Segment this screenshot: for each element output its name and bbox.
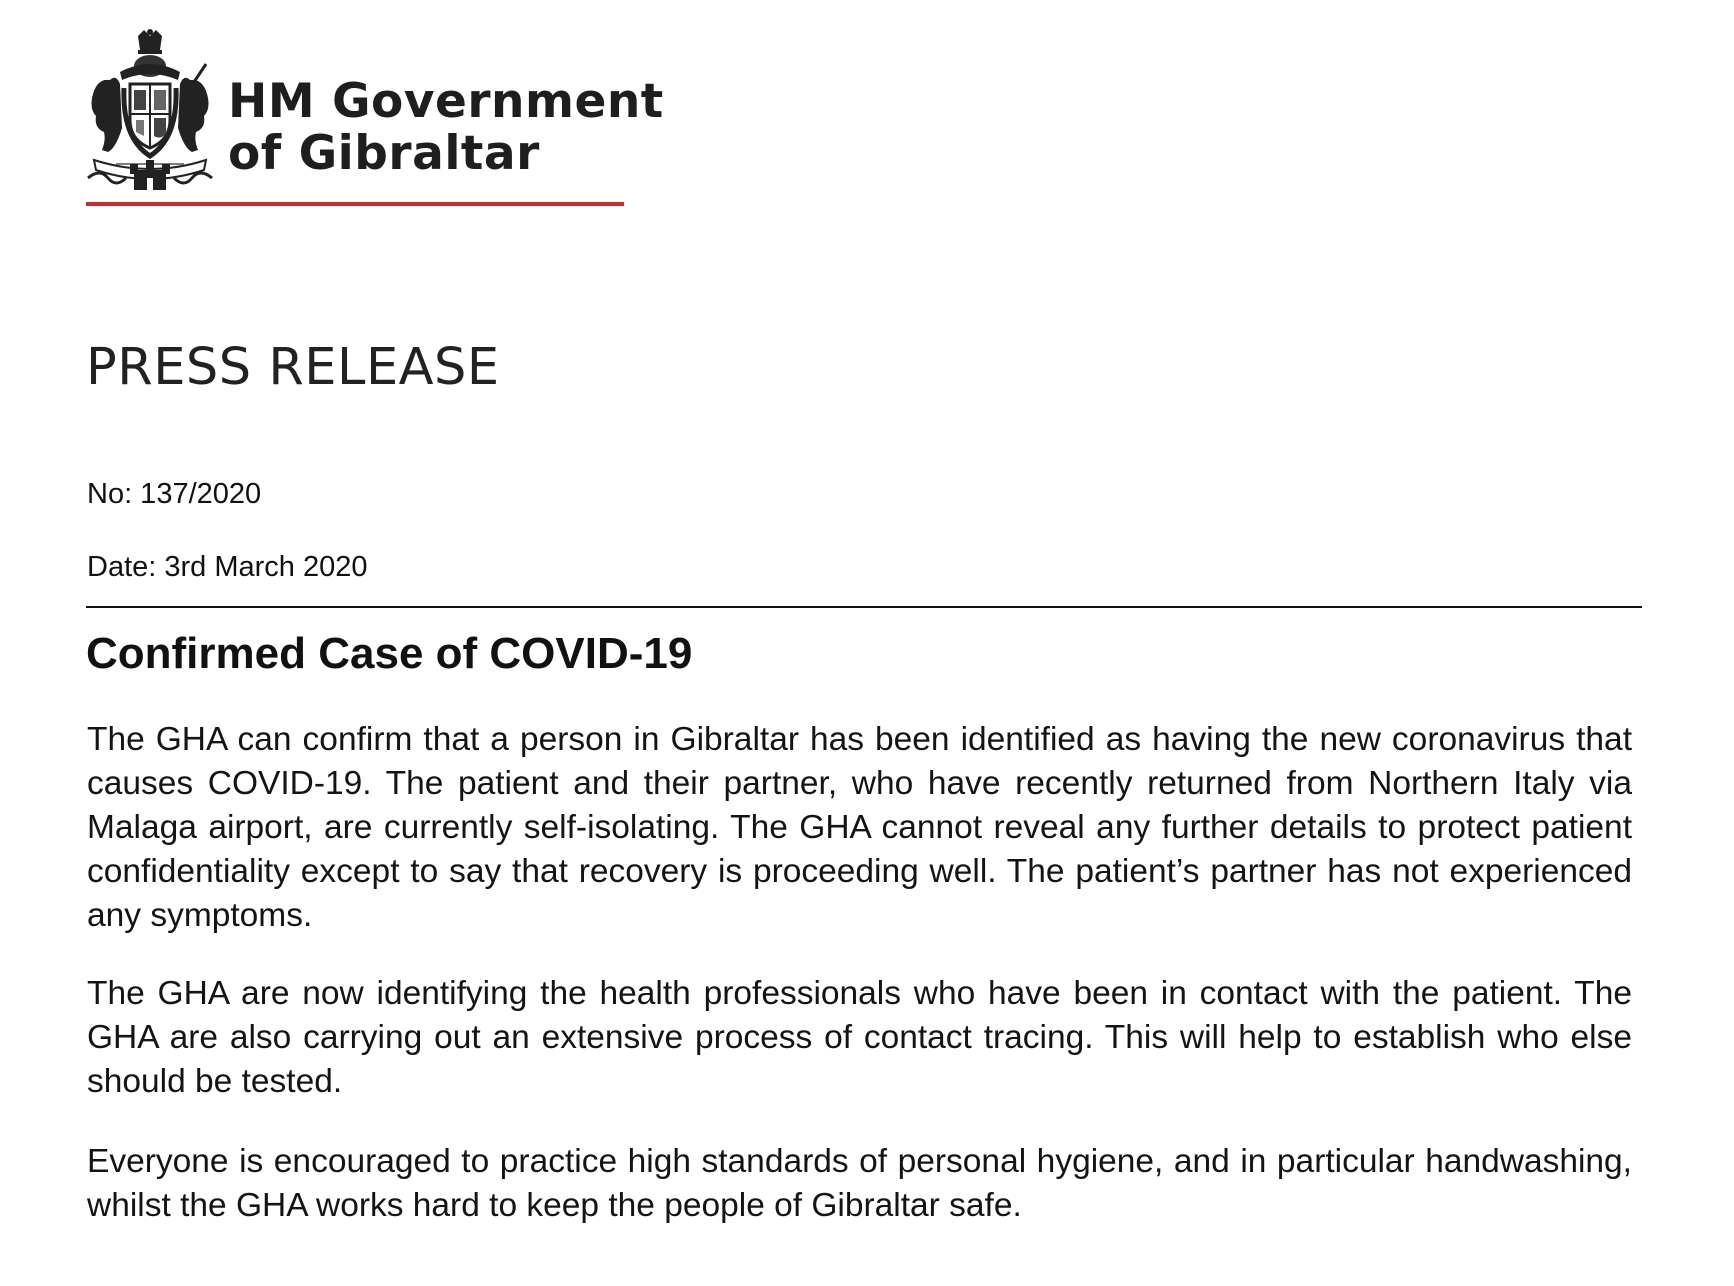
body-paragraph-1-block [87,718,1632,938]
document-type-label: PRESS RELEASE [86,338,500,397]
body-paragraph: The GHA can confirm that a person in Gibraltar has been identified as having the new coronavirus that causes COVID-19. The patient and their partner, who have recently returned from Northern Italy via Malaga airport, are currently self-isolating. The GHA cannot reveal any further details to protect patient confidentiality except to say that recovery is proceeding well. The patient’s partner has not experienced any symptoms. [87,721,1632,934]
organization-name-line2: of Gibraltar [228,126,540,181]
body-paragraph-2-block [87,972,1632,1104]
release-date: Date: 3rd March 2020 [87,551,368,583]
coat-of-arms-icon [86,28,214,196]
header-red-rule [86,202,624,206]
body-paragraph-3-block [87,1140,1632,1228]
government-logo [86,28,664,208]
release-title: Confirmed Case of COVID-19 [86,629,693,678]
divider [86,606,1642,608]
organization-name [228,76,664,180]
organization-name-line1: HM Government [228,74,664,129]
body-paragraph: Everyone is encouraged to practice high standards of personal hygiene, and in particular handwashing, whilst the GHA works hard to keep the people of Gibraltar safe. [87,1143,1632,1224]
body-paragraph: The GHA are now identifying the health professionals who have been in contact with the patient. The GHA are also carrying out an extensive process of contact tracing. This will help to establish who else should be tested. [87,975,1632,1100]
release-number: No: 137/2020 [87,478,262,510]
